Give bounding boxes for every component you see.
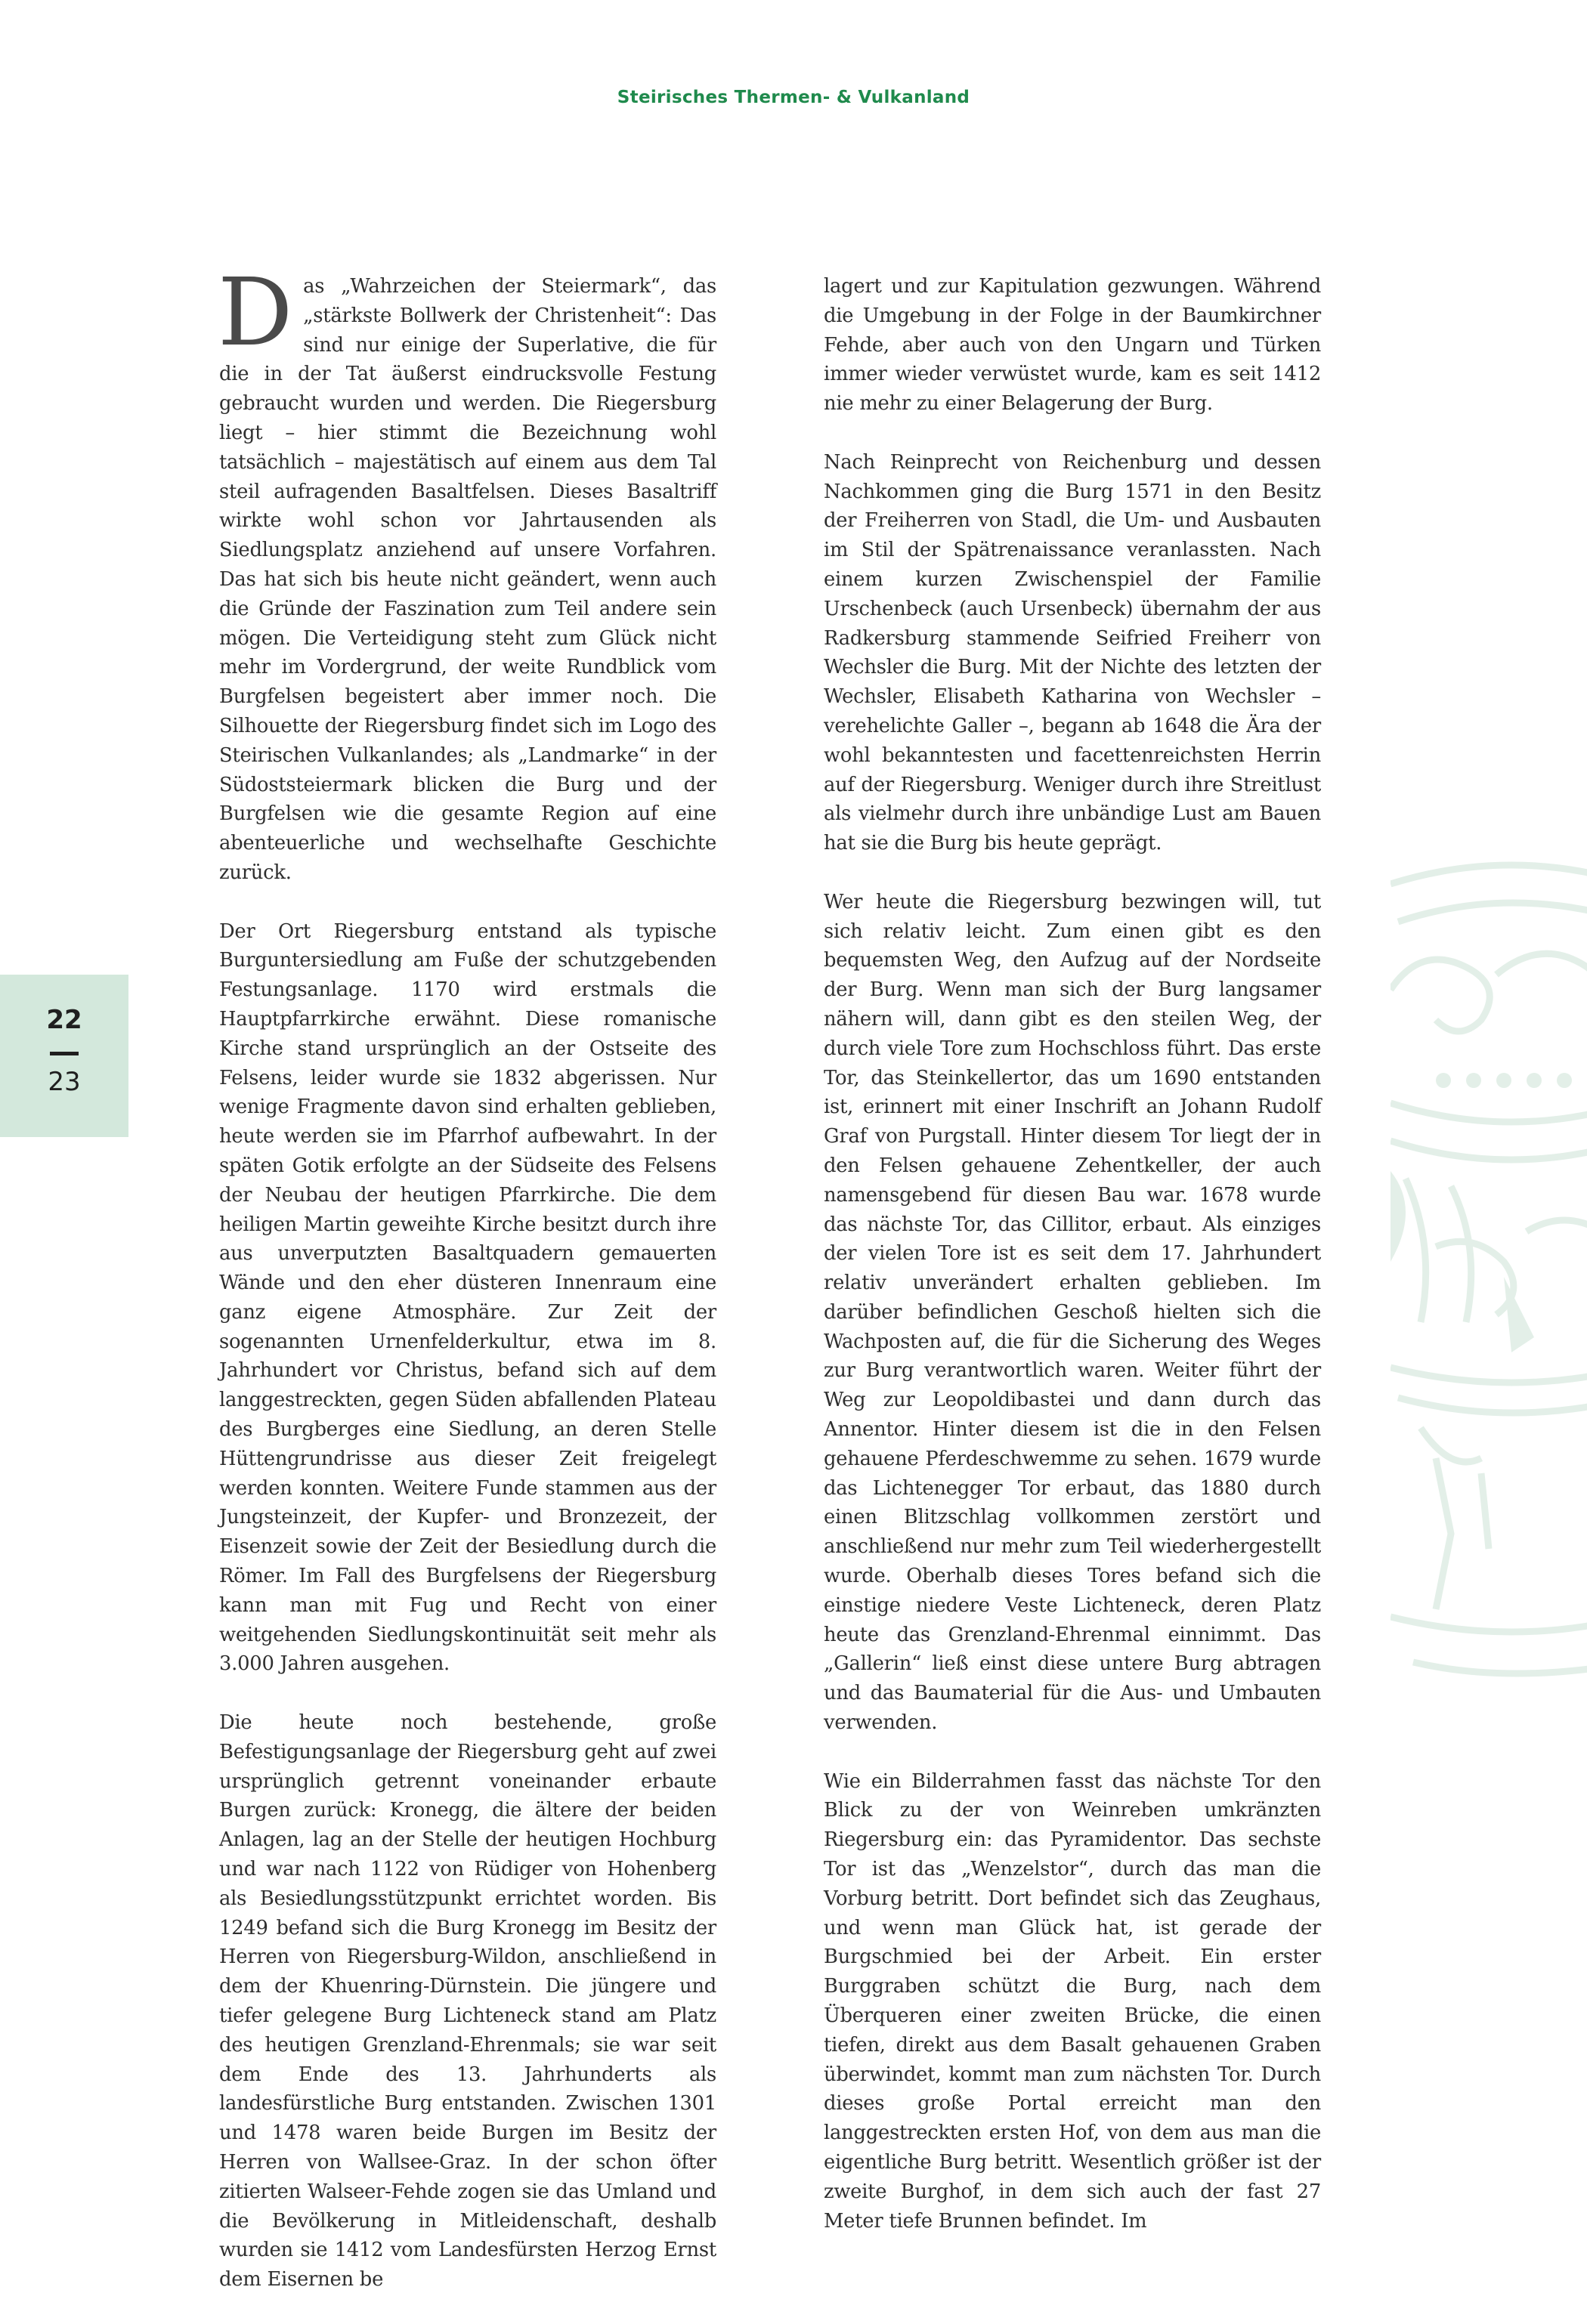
paragraph-text: as „Wahrzeichen der Steiermark“, das „stärkste Bollwerk der Christenheit“: Das sind nur einige der Superlative, die für die in der Tat äußerst eindrucksvolle Festung gebraucht wurden und werden. Die Riegersburg liegt – hier stimmt die Bezeichnung wohl tatsächlich – majestätisch auf einem aus dem Tal steil aufragenden Basaltfelsen. Dieses Basaltriff wirkte wohl schon vor Jahrtausenden als Siedlungsplatz anziehend auf unsere Vorfahren. Das hat sich bis heute nicht geändert, wenn auch die Gründe der Faszination zum Teil andere sein mögen. Die Verteidigung steht zum Glück nicht mehr im Vordergrund, der weite Rundblick vom Burgfelsen begeistert aber immer noch. Die Silhouette der Riegersburg findet sich im Logo des Steirischen Vulkanlandes; als „Landmarke“ in der Südoststeiermark blicken die Burg und der Burgfelsen wie die gesamte Region auf eine abenteuerliche und wechselhafte Geschichte zurück. xyxy=(219,275,716,884)
paragraph: lagert und zur Kapitulation gezwungen. Während die Umgebung in der Folge in der Baumkirchner Fehde, aber auch von den Ungarn und Türken immer wieder verwüstet wurde, kam es seit 1412 nie mehr zu einer Belagerung der Burg. xyxy=(824,275,1321,416)
next-page-number: 23 xyxy=(48,1067,81,1097)
drop-cap: D xyxy=(218,258,293,367)
current-page-number: 22 xyxy=(46,1005,82,1035)
right-text-column xyxy=(824,272,1321,2265)
ornamental-vase-watermark xyxy=(1391,854,1587,1715)
paragraph: Die heute noch bestehende, große Befestigungsanlage der Riegersburg geht auf zwei ursprünglich getrennt voneinander erbaute Burgen zurück: Kronegg, die ältere der beiden Anlagen, lag an der Stelle der heutigen Hochburg und war nach 1122 von Rüdiger von Hohenberg als Besiedlungsstützpunkt errichtet worden. Bis 1249 befand sich die Burg Kronegg im Besitz der Herren von Riegersburg-Wildon, anschließend in dem der Khuenring-Dürnstein. Die jüngere und tiefer gelegene Burg Lichteneck stand am Platz des heutigen Grenzland-Ehrenmals; sie war seit dem Ende des 13. Jahrhunderts als landesfürstliche Burg entstanden. Zwischen 1301 und 1478 waren beide Burgen im Besitz der Herren von Wallsee-Graz. In der schon öfter zitierten Walseer-Fehde zogen sie das Umland und die Bevölkerung in Mitleidenschaft, deshalb wurden sie 1412 vom Landesfürsten Herzog Ernst dem Eisernen be xyxy=(219,1711,716,2292)
page-number-tab xyxy=(0,975,128,1137)
paragraph: Der Ort Riegersburg entstand als typische Burguntersiedlung am Fuße der schutzgebenden Festungsanlage. 1170 wird erstmals die Hauptpfarrkirche erwähnt. Diese romanische Kirche stand ursprünglich an der Ostseite des Felsens, leider wurde sie 1832 abgerissen. Nur wenige Fragmente davon sind erhalten geblieben, heute werden sie im Pfarrhof aufbewahrt. In der späten Gotik erfolgte an der Südseite des Felsens der Neubau der heutigen Pfarrkirche. Die dem heiligen Martin geweihte Kirche besitzt durch ihre aus unverputzten Basaltquadern gemauerten Wände und den eher düsteren Innenraum eine ganz eigene Atmosphäre. Zur Zeit der sogenannten Urnenfelderkultur, etwa im 8. Jahrhundert vor Christus, befand sich auf dem langgestreckten, gegen Süden abfallenden Plateau des Burgberges eine Siedlung, an deren Stelle Hüttengrundrisse aus dieser Zeit freigelegt werden konnten. Weitere Funde stammen aus der Jungsteinzeit, der Kupfer- und Bronzezeit, der Eisenzeit sowie der Zeit der Besiedlung durch die Römer. Im Fall des Burgfelsens der Riegersburg kann man mit Fug und Recht von einer weitgehenden Siedlungskontinuität seit mehr als 3.000 Jahren ausgehen. xyxy=(219,919,716,1676)
left-text-column xyxy=(218,258,716,2324)
paragraph: Wie ein Bilderrahmen fasst das nächste Tor den Blick zu der von Weinreben umkränzten Riegersburg ein: das Pyramidentor. Das sechste Tor ist das „Wenzelstor“, durch das man die Vorburg betritt. Dort befindet sich das Zeughaus, und wenn man Glück hat, ist gerade der Burgschmied bei der Arbeit. Ein erster Burggraben schützt die Burg, nach dem Überqueren einer zweiten Brücke, die einen tiefen, direkt aus dem Basalt gehauenen Graben überwindet, kommt man zum nächsten Tor. Durch dieses große Portal erreicht man den langgestreckten ersten Hof, von dem aus man die eigentliche Burg betritt. Wesentlich größer ist der zweite Burghof, in dem sich auch der fast 27 Meter tiefe Brunnen befindet. Im xyxy=(824,1769,1321,2233)
paragraph xyxy=(218,258,716,888)
running-title: Steirisches Thermen- & Vulkanland xyxy=(617,88,970,107)
paragraph: Wer heute die Riegersburg bezwingen will, tut sich relativ leicht. Zum einen gibt es den bequemsten Weg, den Aufzug auf der Nordseite der Burg. Wenn man sich der Burg langsamer nähern will, dann gibt es den steilen Weg, der durch viele Tore zum Hochschloss führt. Das erste Tor, das Steinkellertor, das um 1690 entstanden ist, erinnert mit einer Inschrift an Johann Rudolf Graf von Purgstall. Hinter diesem Tor liegt der in den Felsen gehauene Zehentkeller, der auch namensgebend für diesen Bau war. 1678 wurde das nächste Tor, das Cillitor, erbaut. Als einziges der vielen Tore ist es seit dem 17. Jahrhundert relativ unverändert erhalten geblieben. Im darüber befindlichen Geschoß hielten sich die Wachposten auf, die für die Sicherung des Weges zur Burg verantwortlich waren. Weiter führt der Weg zur Leopoldibastei und dann durch das Annentor. Hinter diesem ist die in den Felsen gehauene Pferdeschwemme zu sehen. 1679 wurde das Lichtenegger Tor erbaut, das 1880 durch einen Blitzschlag vollkommen zerstört und anschließend nur mehr zum Teil wiederhergestellt wurde. Oberhalb dieses Tores befand sich die einstige niedere Veste Lichteneck, deren Platz heute das Grenzland-Ehrenmal einnimmt. Das „Gallerin“ ließ einst diese untere Burg abtragen und das Baumaterial für die Aus- und Umbauten verwenden. xyxy=(824,890,1321,1735)
page-divider xyxy=(50,1052,79,1055)
paragraph: Nach Reinprecht von Reichenburg und dessen Nachkommen ging die Burg 1571 in den Besitz der Freiherren von Stadl, die Um- und Ausbauten im Stil der Spätrenaissance veranlassten. Nach einem kurzen Zwischenspiel der Familie Urschenbeck (auch Ursenbeck) übernahm der aus Radkersburg stammende Seifried Freiherr von Wechsler die Burg. Mit der Nichte des letzten der Wechsler, Elisabeth Katharina von Wechsler – verehelichte Galler –, begann ab 1648 die Ära der wohl bekanntesten und facettenreichsten Herrin auf der Riegersburg. Weniger durch ihre Streitlust als vielmehr durch ihre unbändige Lust am Bauen hat sie die Burg bis heute geprägt. xyxy=(824,450,1321,855)
